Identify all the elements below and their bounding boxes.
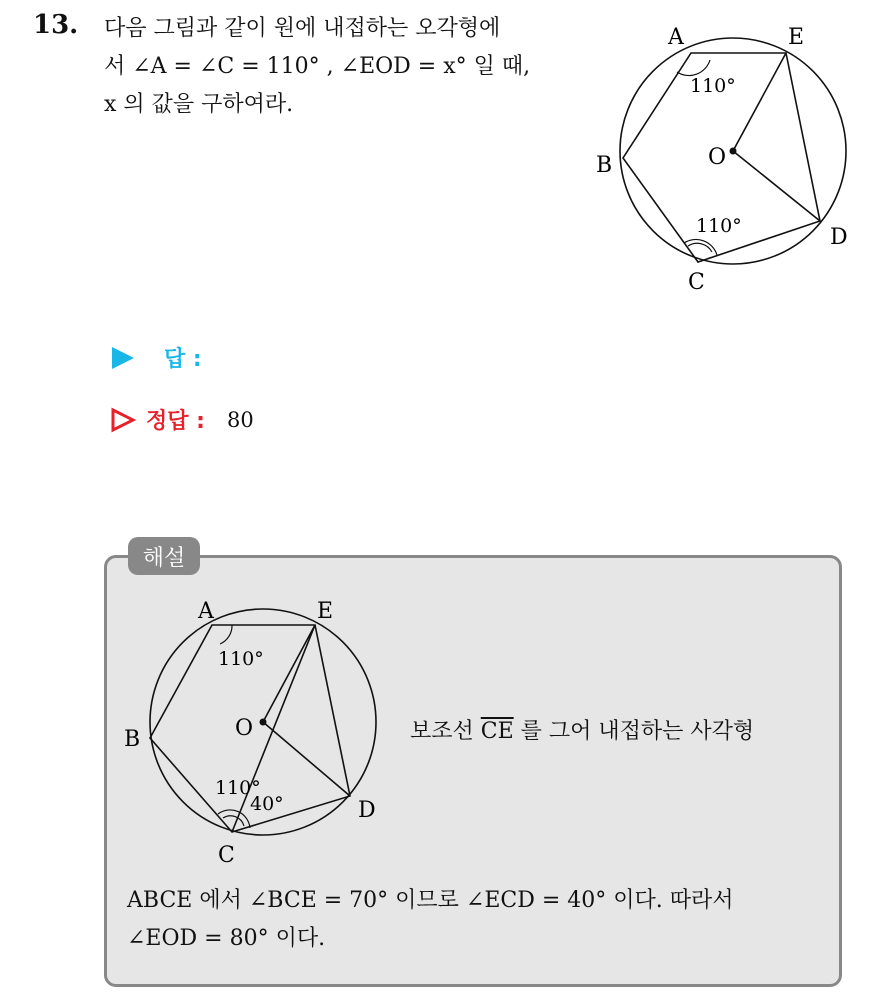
solution-side-text-pre: 보조선 bbox=[410, 719, 481, 744]
label-B: B bbox=[596, 153, 613, 178]
question-line-3: x 의 값을 구하여라. bbox=[104, 92, 294, 117]
solution-label-C: C bbox=[218, 843, 235, 868]
solution-figure-svg bbox=[120, 592, 400, 872]
solution-angle-arc-A bbox=[220, 625, 232, 644]
play-marker-icon bbox=[110, 345, 136, 371]
play-outline-marker-icon bbox=[110, 407, 136, 433]
solution-line-2: ∠EOD = 80° 이다. bbox=[127, 926, 326, 951]
solution-angle-label-C: 110° bbox=[215, 777, 261, 799]
solution-side-text-post: 를 그어 내접하는 사각형 bbox=[513, 719, 755, 744]
answer-row bbox=[110, 342, 202, 373]
label-A: A bbox=[668, 25, 684, 50]
label-D: D bbox=[830, 225, 848, 250]
angle-arc-C-outer bbox=[684, 239, 717, 255]
label-C: C bbox=[688, 270, 705, 295]
question-figure-svg bbox=[590, 14, 870, 294]
solution-label-A: A bbox=[198, 599, 214, 624]
angle-arc-C-inner bbox=[688, 243, 712, 252]
question-line-2: 서 ∠A = ∠C = 110° , ∠EOD = x° 일 때, bbox=[104, 54, 531, 79]
solution-label-D: D bbox=[358, 798, 376, 823]
question-text bbox=[104, 10, 574, 124]
segment-OD bbox=[733, 151, 820, 221]
solution-label-E: E bbox=[317, 599, 334, 624]
solution-angle-label-A: 110° bbox=[218, 648, 264, 670]
solution-figure bbox=[120, 592, 400, 872]
solution-center-point bbox=[260, 719, 267, 726]
label-O: O bbox=[708, 145, 727, 170]
angle-label-A: 110° bbox=[690, 75, 736, 97]
solution-text bbox=[127, 882, 827, 958]
solution-line-1: ABCE 에서 ∠BCE = 70° 이므로 ∠ECD = 40° 이다. 따라서 bbox=[127, 888, 734, 913]
correct-answer-label: 정답 : bbox=[146, 409, 205, 434]
segment-CE-label: $\overline{CE}$ bbox=[480, 719, 514, 744]
correct-answer-row bbox=[110, 404, 254, 435]
solution-side-text bbox=[410, 714, 754, 745]
question-number: 13. bbox=[33, 10, 79, 40]
solution-segment-OE bbox=[263, 625, 315, 722]
solution-label-O: O bbox=[235, 716, 254, 741]
correct-answer-value: 80 bbox=[226, 407, 254, 432]
center-point bbox=[730, 148, 737, 155]
solution-label-B: B bbox=[124, 727, 141, 752]
solution-tab: 해설 bbox=[128, 537, 200, 575]
label-E: E bbox=[788, 25, 805, 50]
solution-angle-label-ECD: 40° bbox=[250, 793, 284, 815]
question-line-1: 다음 그림과 같이 원에 내접하는 오각형에 bbox=[104, 16, 501, 41]
segment-OE bbox=[733, 53, 786, 151]
answer-label: 답 : bbox=[164, 347, 202, 372]
question-figure bbox=[590, 14, 870, 294]
angle-label-C: 110° bbox=[696, 215, 742, 237]
